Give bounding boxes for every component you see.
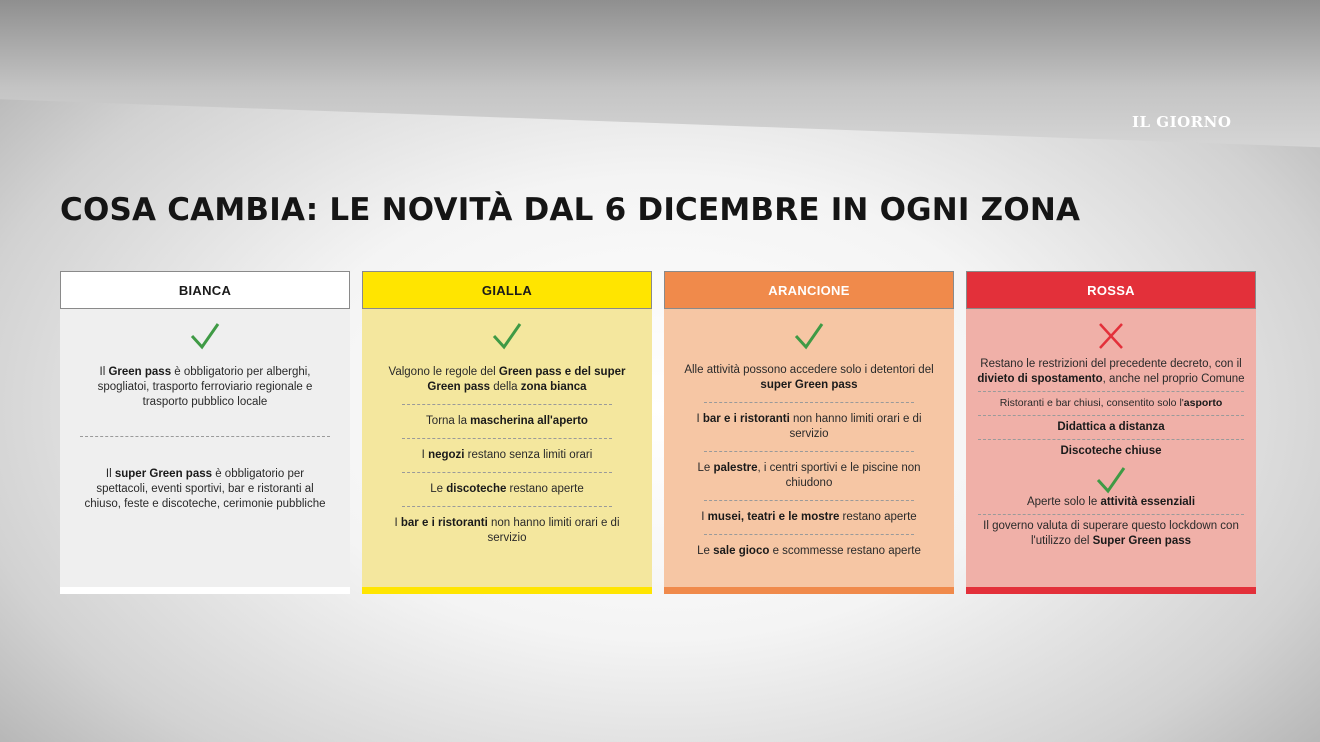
zone-gialla-card <box>362 271 652 594</box>
rule-item: Le palestre, i centri sportivi e le piscine non chiudono <box>697 462 921 489</box>
rule-item: Alle attività possono accedere solo i detentori del super Green pass <box>684 364 934 391</box>
zone-gialla-header: GIALLA <box>362 271 652 309</box>
divider <box>80 436 330 437</box>
brand-logo: IL GIORNO <box>1132 113 1232 131</box>
rule-item: I bar e i ristoranti non hanno limiti orari e di servizio <box>696 413 922 440</box>
check-icon <box>684 321 934 351</box>
zone-rossa-header: ROSSA <box>966 271 1256 309</box>
zone-rossa-card <box>966 271 1256 594</box>
rule-item: Torna la mascherina all'aperto <box>426 415 588 427</box>
rule-item: Il Green pass è obbligatorio per alberghi, spogliatoi, trasporto ferroviario regionale e trasporto pubblico locale <box>97 366 313 408</box>
divider <box>704 500 914 501</box>
divider <box>402 472 612 473</box>
check-icon <box>80 321 330 351</box>
rule-item: Le discoteche restano aperte <box>430 483 584 495</box>
divider <box>704 451 914 452</box>
divider <box>402 404 612 405</box>
zone-bianca-card <box>60 271 350 594</box>
rule-item: Il super Green pass è obbligatorio per spettacoli, eventi sportivi, bar e ristoranti al chiuso, feste e discoteche, cerimonie pubbliche <box>84 468 326 510</box>
rule-item: Restano le restrizioni del precedente decreto, con il divieto di spostamento, anche nel proprio Comune <box>977 358 1245 385</box>
rule-item: Aperte solo le attività essenziali <box>1026 496 1196 508</box>
zone-rossa-body <box>966 309 1256 594</box>
rule-item: I negozi restano senza limiti orari <box>421 449 593 461</box>
rule-item: I bar e i ristoranti non hanno limiti orari e di servizio <box>394 517 620 544</box>
divider <box>402 506 612 507</box>
check-icon <box>382 321 632 351</box>
zone-arancione-header: ARANCIONE <box>664 271 954 309</box>
zone-bianca-body <box>60 309 350 594</box>
divider <box>402 438 612 439</box>
page-title: COSA CAMBIA: LE NOVITÀ DAL 6 DICEMBRE IN OGNI ZONA <box>60 192 1081 228</box>
header-band <box>0 0 1320 160</box>
rule-item: Discoteche chiuse <box>1060 445 1162 457</box>
rule-item: Valgono le regole del Green pass e del super Green pass della zona bianca <box>388 366 626 393</box>
rule-item: Le sale gioco e scommesse restano aperte <box>697 545 921 557</box>
zone-arancione-card <box>664 271 954 594</box>
zone-arancione-body <box>664 309 954 594</box>
divider <box>704 402 914 403</box>
zone-bianca-header: BIANCA <box>60 271 350 309</box>
rule-item: I musei, teatri e le mostre restano aperte <box>701 511 917 523</box>
check-icon <box>974 465 1248 493</box>
rule-item: Didattica a distanza <box>1057 421 1165 433</box>
rule-item: Il governo valuta di superare questo lockdown con l'utilizzo del Super Green pass <box>983 520 1239 547</box>
divider <box>704 534 914 535</box>
rule-item: Ristoranti e bar chiusi, consentito solo l'asporto <box>999 397 1223 409</box>
cross-icon <box>974 321 1248 351</box>
zone-gialla-body <box>362 309 652 594</box>
